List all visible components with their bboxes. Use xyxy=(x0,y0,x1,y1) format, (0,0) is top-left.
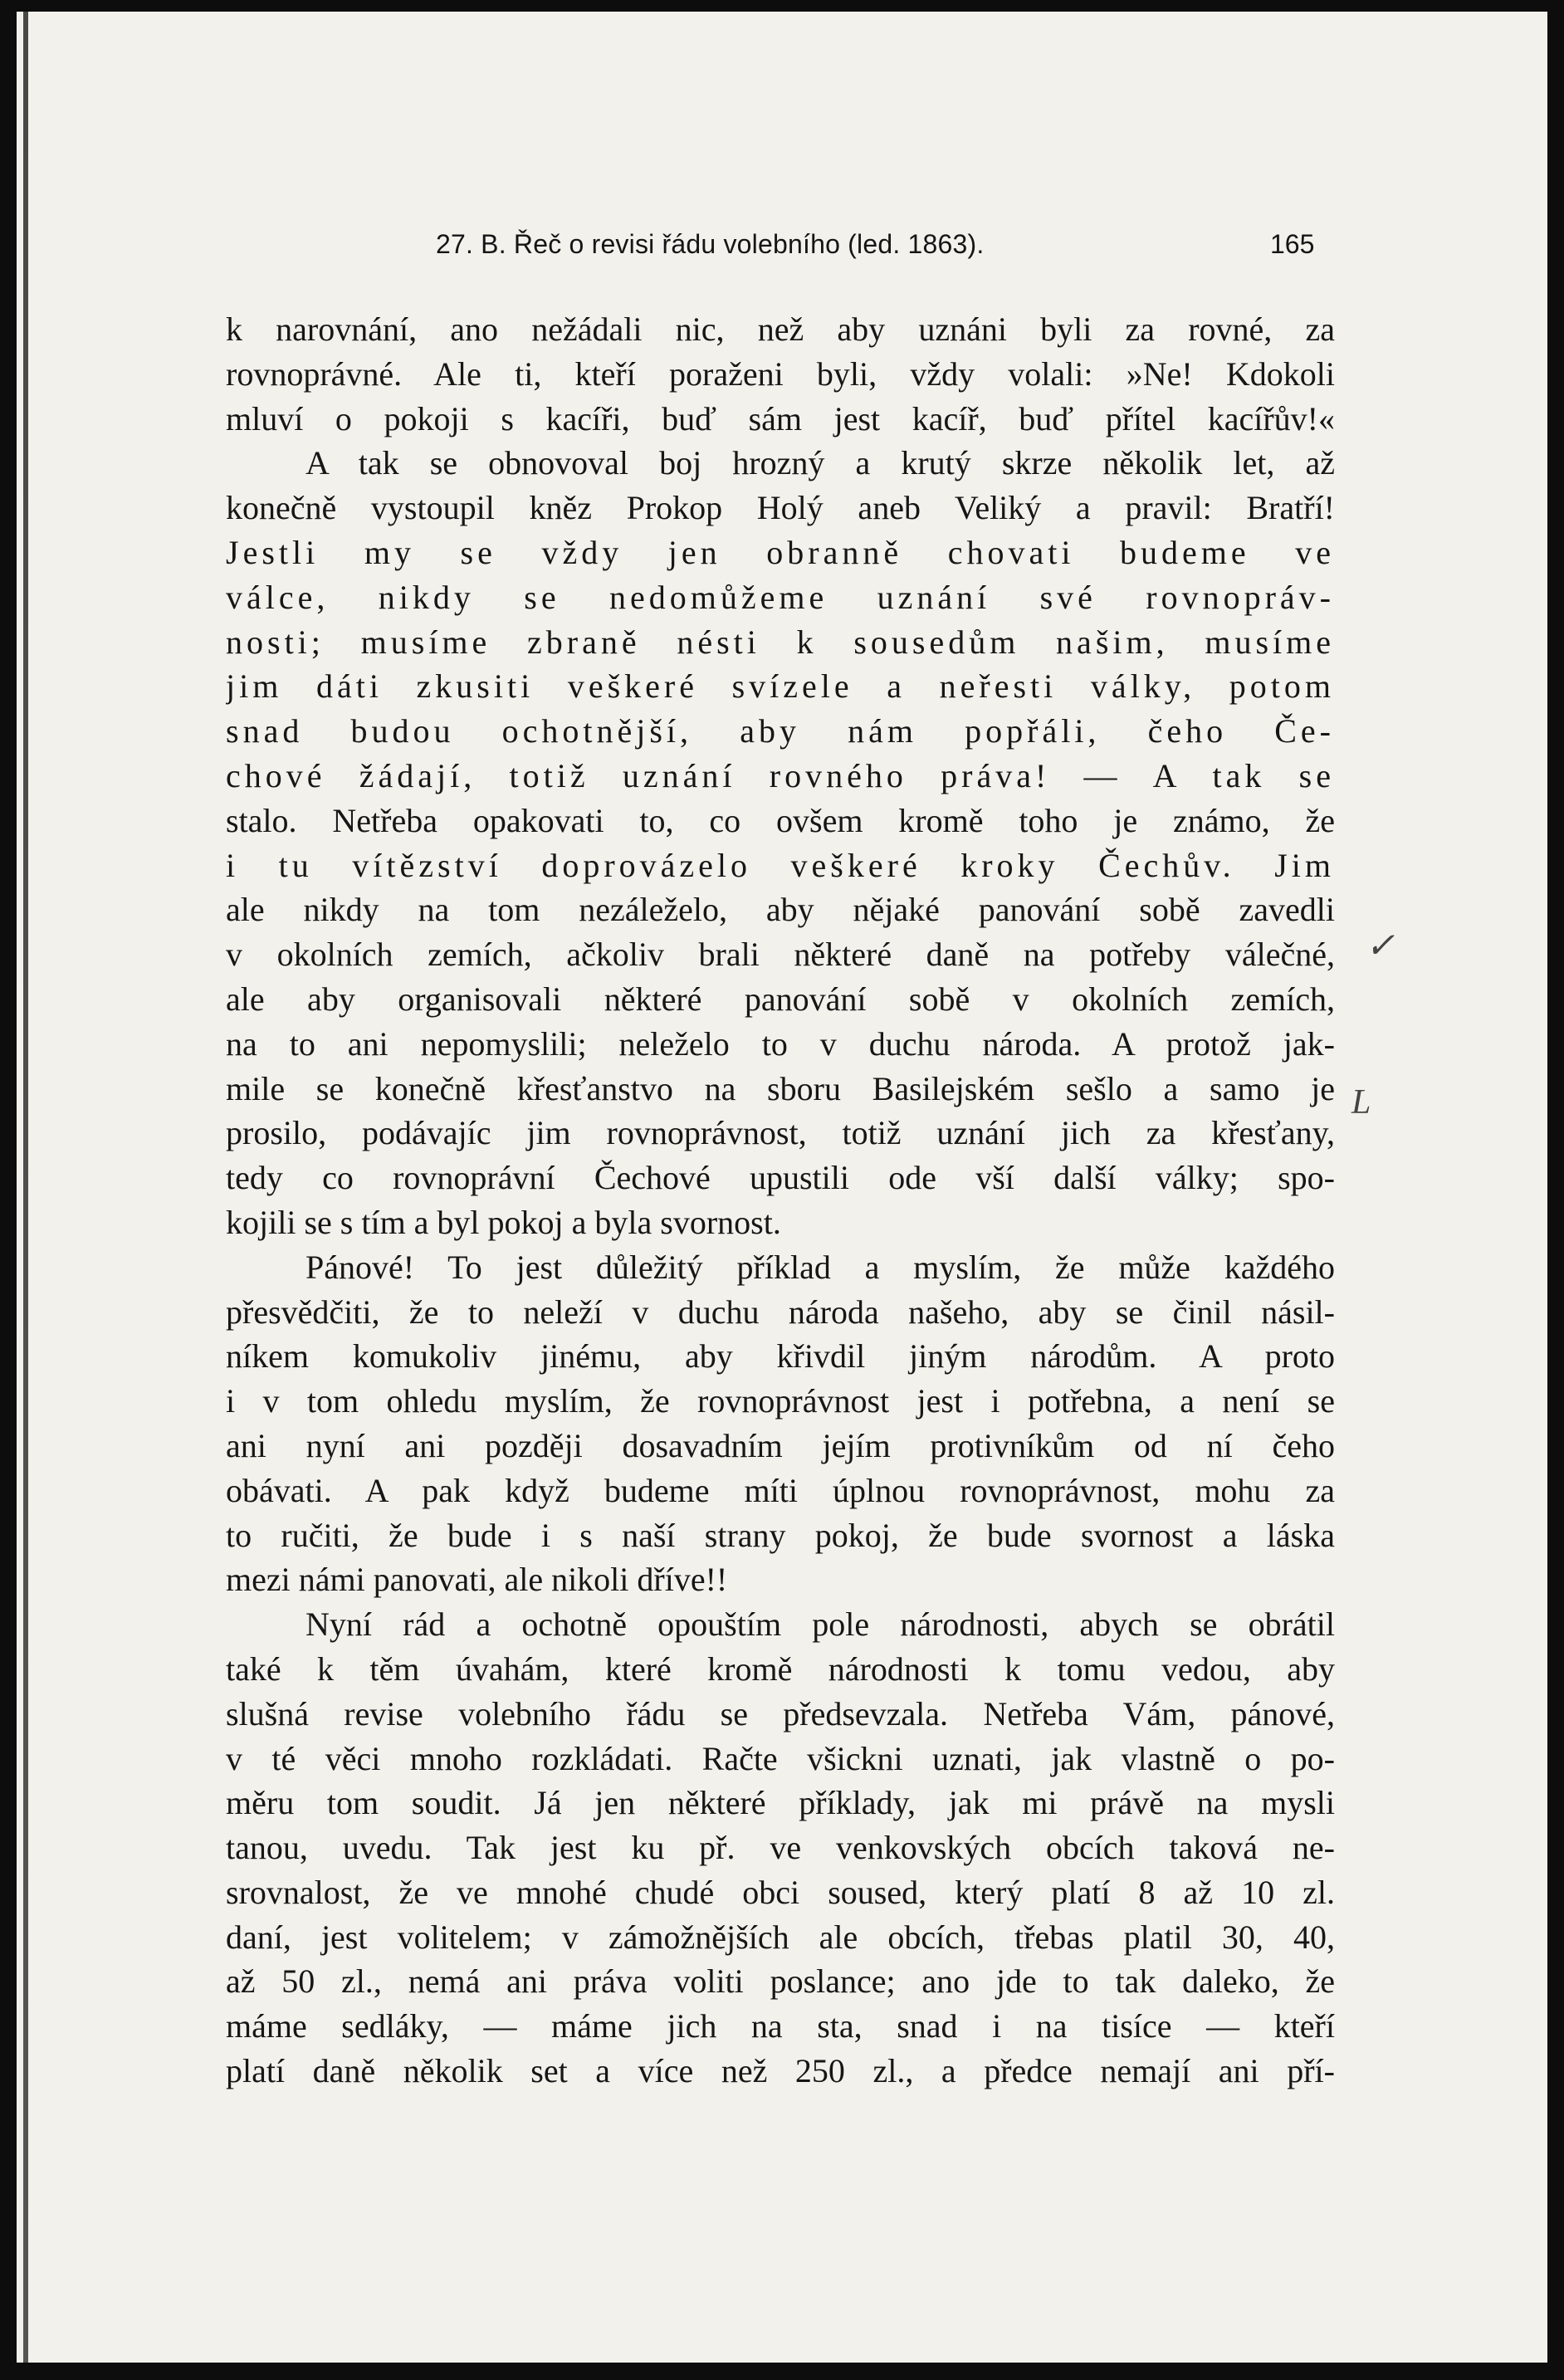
text-line: tedy co rovnoprávní Čechové upustili ode vší další války; spo- xyxy=(226,1159,1335,1197)
text-line: slušná revise volebního řádu se předsevzala. Netřeba Vám, pánové, xyxy=(226,1694,1335,1732)
text-line: až 50 zl., nemá ani práva voliti poslance; ano jde to tak daleko, že xyxy=(226,1962,1335,2001)
text-line: Nyní rád a ochotně opouštím pole národnosti, abych se obrátil xyxy=(305,1605,1335,1644)
text-line: Jestli my se vždy jen obranně chovati budeme ve xyxy=(226,533,1335,571)
text-line: A tak se obnovoval boj hrozný a krutý skrze několik let, až xyxy=(305,444,1335,482)
text-line: v té věci mnoho rozkládati. Račte všickni uznati, jak vlastně o po- xyxy=(226,1739,1335,1777)
text-line: ale aby organisovali některé panování sobě v okolních zemích, xyxy=(226,980,1335,1018)
text-line: na to ani nepomyslili; neleželo to v duchu národa. A protož jak- xyxy=(226,1024,1335,1063)
text-line: ani nyní ani později dosavadním jejím protivníkům od ní čeho xyxy=(226,1426,1335,1464)
text-line: daní, jest volitelem; v zámožnějších ale obcích, třebas platil 30, 40, xyxy=(226,1918,1335,1956)
text-line: níkem komukoliv jinému, aby křivdil jiným národům. A proto xyxy=(226,1337,1335,1376)
text-line: i v tom ohledu myslím, že rovnoprávnost jest i potřebna, a není se xyxy=(226,1382,1335,1420)
binding-edge xyxy=(23,12,28,2363)
text-line: jim dáti zkusiti veškeré svízele a neřesti války, potom xyxy=(226,667,1335,706)
text-line: válce, nikdy se nedomůžeme uznání své rovnopráv- xyxy=(226,578,1335,616)
text-line: platí daně několik set a více než 250 zl., a předce nemají ani pří- xyxy=(226,2052,1335,2090)
text-line: snad budou ochotnější, aby nám popřáli, čeho Če- xyxy=(226,712,1335,750)
text-line: chové žádají, totiž uznání rovného práva! — A tak se xyxy=(226,756,1335,794)
text-line: tanou, uvedu. Tak jest ku př. ve venkovských obcích taková ne- xyxy=(226,1829,1335,1867)
text-line: srovnalost, že ve mnohé chudé obci soused, který platí 8 až 10 zl. xyxy=(226,1873,1335,1911)
text-line: kojili se s tím a byl pokoj a byla svornost. xyxy=(226,1203,781,1241)
text-line: stalo. Netřeba opakovati to, co ovšem kromě toho je známo, že xyxy=(226,801,1335,839)
text-line: Pánové! To jest důležitý příklad a myslím, že může každého xyxy=(305,1248,1335,1286)
running-header xyxy=(17,229,1547,271)
text-line: to ručiti, že bude i s naší strany pokoj, že bude svornost a láska xyxy=(226,1516,1335,1554)
text-line: také k těm úvahám, které kromě národnosti k tomu vedou, aby xyxy=(226,1649,1335,1688)
text-line: prosilo, podávajíc jim rovnoprávnost, totiž uznání jich za křesťany, xyxy=(226,1114,1335,1152)
page-number: 165 xyxy=(1270,229,1315,259)
page-body-text xyxy=(226,307,1335,2094)
text-line: v okolních zemích, ačkoliv brali některé daně na potřeby válečné, xyxy=(226,936,1335,974)
text-line: přesvědčiti, že to neleží v duchu národa našeho, aby se činil násil- xyxy=(226,1293,1335,1331)
text-line: mezi námi panovati, ale nikoli dříve!! xyxy=(226,1561,728,1599)
book-page xyxy=(17,12,1547,2363)
text-line: mluví o pokoji s kacíři, buď sám jest kacíř, buď přítel kacířův!« xyxy=(226,399,1335,437)
running-title: 27. B. Řeč o revisi řádu volebního (led. 1863). xyxy=(436,229,985,259)
text-line: měru tom soudit. Já jen některé příklady, jak mi právě na mysli xyxy=(226,1784,1335,1822)
text-line: i tu vítězství doprovázelo veškeré kroky Čechův. Jim xyxy=(226,846,1335,884)
text-line: konečně vystoupil kněz Prokop Holý aneb Veliký a pravil: Bratří! xyxy=(226,489,1335,527)
text-line: nosti; musíme zbraně nésti k sousedům našim, musíme xyxy=(226,623,1335,661)
text-line: ale nikdy na tom nezáleželo, aby nějaké panování sobě zavedli xyxy=(226,891,1335,929)
text-line: máme sedláky, — máme jich na sta, snad i na tisíce — kteří xyxy=(226,2007,1335,2045)
text-line: obávati. A pak když budeme míti úplnou rovnoprávnost, mohu za xyxy=(226,1471,1335,1509)
margin-note: L xyxy=(1351,1083,1371,1122)
text-line: k narovnání, ano nežádali nic, než aby uznáni byli za rovné, za xyxy=(226,310,1335,348)
text-line: rovnoprávné. Ale ti, kteří poraženi byli, vždy volali: »Ne! Kdokoli xyxy=(226,354,1335,393)
text-line: mile se konečně křesťanstvo na sboru Basilejském sešlo a samo je xyxy=(226,1069,1335,1107)
margin-note: ✓ xyxy=(1366,927,1395,965)
